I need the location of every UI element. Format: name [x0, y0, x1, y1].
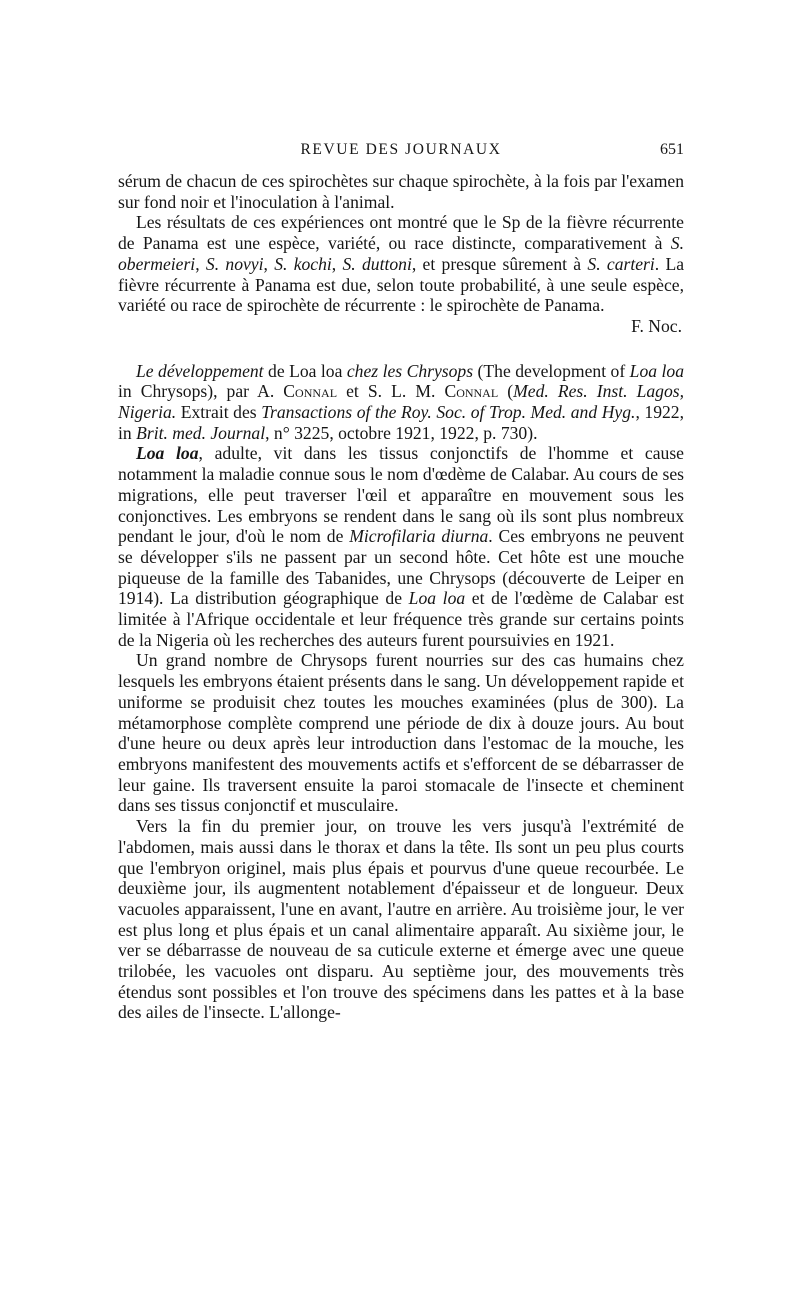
review-paragraph-2: Un grand nombre de Chrysops furent nourries sur des cas humains chez lesquels les embryons étaient présents dans le sang. Un développement rapide et uniforme se produisit chez toutes les mouches examinées (plus de 300). La métamorphose complète comprend une période de dix à douze jours. Au bout d'une heure ou deux après leur introduction dans l'estomac de la mouche, les embryons manifestent des mouvements actifs et s'efforcent de se débarrasser de leur gaine. Ils traversent ensuite la paroi stomacale de l'insecte et cheminent dans ses tissus conjonctif et musculaire. [118, 650, 684, 816]
running-title: REVUE DES JOURNAUX [300, 141, 502, 158]
review-paragraph-3: Vers la fin du premier jour, on trouve les vers jusqu'à l'extrémité de l'abdomen, mais aussi dans le thorax et dans la tête. Ils sont un peu plus courts que l'embryon originel, mais plus épais et pourvus d'une queue recourbée. Le deuxième jour, ils augmentent notablement d'épaisseur et de longueur. Deux vacuoles apparaissent, l'une en avant, l'autre en arrière. Au troisième jour, le ver est plus long et plus épais et un canal alimentaire apparaît. Au sixième jour, le ver se débarrasse de nouveau de sa cuticule externe et émerge avec une queue trilobée, les vacuoles ont disparu. Au septième jour, des mouvements très étendus sont possibles et l'on trouve des spécimens dans les pattes et à la base des ailes de l'insecte. L'allonge- [118, 816, 684, 1023]
page-number: 651 [660, 141, 684, 158]
journal-name: Med. Res. Inst. Lagos, Nigeria. [118, 381, 685, 423]
page-header [118, 141, 684, 163]
species-name: S. obermeieri [118, 233, 684, 274]
reviewer-signature: F. Noc. [631, 315, 682, 336]
review-title: Le développement [136, 360, 264, 381]
species-name: S. carteri [587, 253, 655, 274]
author-name: Connal [444, 381, 499, 402]
review-paragraph-1: Loa loa, adulte, vit dans les tissus conjonctifs de l'homme et cause notamment la maladie connue sous le nom d'œdème de Calabar. Au cours de ses migrations, elle peut traverser l'œil et apparaître en mouvement sous les conjonctives. Les embryons se rendent dans le sang où ils sont plus nombreux pendant le jour, d'où le nom de Microfilaria diurna. Ces embryons ne peuvent se développer s'ils ne passent par un second hôte. Cet hôte est une mouche piqueuse de la famille des Tabanides, une Chrysops (découverte de Leiper en 1914). La distribution géographique de Loa loa et de l'œdème de Calabar est limitée à l'Afrique occidentale et leur fréquence très grande sur certains points de la Nigeria où les recherches des auteurs furent poursuivies en 1921. [118, 443, 684, 650]
species-name: S. kochi [274, 253, 332, 274]
author-name: Connal [283, 381, 338, 402]
page-body [118, 171, 684, 1023]
review-heading: Le développement de Loa loa chez les Chrysops (The development of Loa loa in Chrysops), par A. Connal et S. L. M. Connal (Med. Res. Inst. Lagos, Nigeria. Extrait des Transactions of the Roy. Soc. of Trop. Med. and Hyg., 1922, in Brit. med. Journal, n° 3225, octobre 1921, 1922, p. 730). [118, 360, 685, 443]
journal-name: Transactions of the Roy. Soc. of Trop. Med. and Hyg. [261, 402, 636, 423]
species-name: S. novyi [205, 253, 264, 274]
previous-review-paragraph: sérum de chacun de ces spirochètes sur chaque spirochète, à la fois par l'examen sur fond noir et l'inoculation à l'animal. [118, 171, 684, 212]
journal-name: Brit. med. Journal [136, 422, 266, 443]
species-name: S. duttoni [342, 253, 412, 274]
previous-review-conclusion: Les résultats de ces expériences ont montré que le Sp de la fièvre récurrente de Panama est une espèce, variété, ou race distincte, comparativement à S. obermeieri, S. novyi, S. kochi, S. duttoni, et presque sûrement à S. carteri. La fièvre récurrente à Panama est due, selon toute probabilité, à une seule espèce, variété ou race de spirochète de récurrente : le spirochète de Panama. [118, 212, 685, 316]
